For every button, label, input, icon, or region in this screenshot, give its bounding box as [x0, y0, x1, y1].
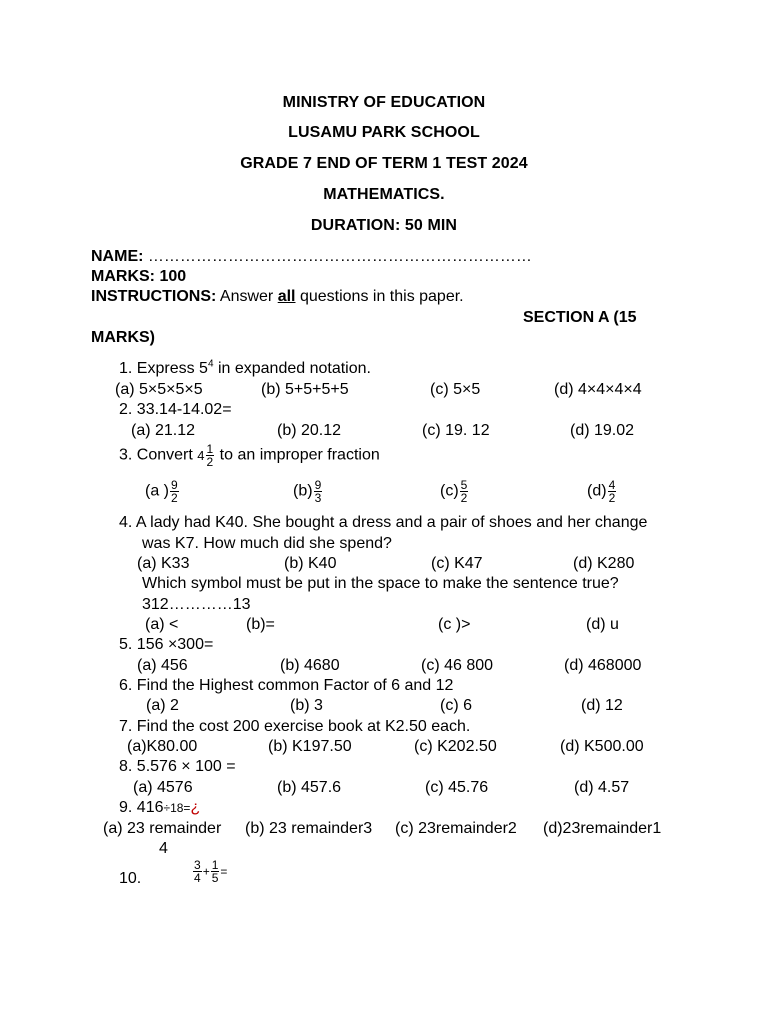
option-c: (c) K47 [431, 555, 483, 572]
numerator: 9 [171, 478, 178, 492]
option-a: (a) K33 [137, 555, 190, 572]
question-number: 9. [119, 799, 133, 816]
question-number: 4. [119, 514, 133, 531]
option-a: (a) 2 [146, 697, 179, 714]
question-text: 5.576 × 100 = [136, 758, 236, 775]
denominator: 4 [194, 871, 201, 885]
instructions-line [91, 288, 464, 306]
denominator: 5 [211, 871, 219, 885]
fraction [314, 479, 323, 504]
option-c [440, 479, 469, 504]
question-4 [119, 514, 647, 532]
mixed-number-whole: 4 [197, 448, 205, 463]
option-d: (d) K500.00 [560, 738, 644, 755]
option-b: (b) 457.6 [277, 779, 342, 796]
option-a-cont: 4 [159, 840, 168, 857]
numerator: 4 [608, 478, 616, 492]
option-label: (c) [440, 482, 459, 500]
option-b: (b) 5+5+5+5 [261, 381, 349, 398]
option-a: (a) 23 remainder [103, 820, 222, 837]
question-1 [119, 360, 371, 378]
fraction [193, 859, 202, 884]
option-a: (a) 4576 [133, 779, 193, 796]
question-symbol: Which symbol must be put in the space to make the sentence true? [142, 575, 619, 592]
option-c: (c) 45.76 [425, 779, 489, 796]
question-number: 2. [119, 401, 133, 418]
option-a: (a) 5×5×5×5 [115, 381, 203, 398]
option-d: (d) 19.02 [570, 422, 635, 439]
instructions-label: INSTRUCTIONS: [91, 288, 217, 305]
option-b: (b) 4680 [280, 657, 340, 674]
option-b: (b) K197.50 [268, 738, 352, 755]
question-number: 3. [119, 446, 133, 464]
marks-line: MARKS: 100 [91, 268, 187, 285]
denominator: 2 [206, 455, 214, 469]
question-text: 156 ×300= [136, 636, 214, 653]
name-line [91, 248, 532, 266]
question-number: 1. [119, 360, 133, 377]
question-mark-glyph: ¿ [190, 799, 201, 816]
option-a: (a) < [145, 616, 179, 633]
denominator: 3 [314, 491, 322, 505]
option-b: (b) K40 [284, 555, 337, 572]
question-3 [119, 443, 380, 468]
question-text: Convert [136, 446, 193, 464]
equals-sign: = [220, 864, 228, 879]
option-a [145, 479, 180, 504]
question-text: 33.14-14.02= [136, 401, 232, 418]
option-c: (c) 5×5 [430, 381, 481, 398]
option-d: (d) u [586, 616, 619, 633]
name-dots: ……………………………………………………………… [147, 248, 532, 265]
option-d: (d) K280 [573, 555, 635, 572]
option-c: (c) 19. 12 [422, 422, 490, 439]
instructions-emphasis: all [277, 288, 296, 305]
numerator: 5 [460, 478, 468, 492]
option-label: (d) [587, 482, 607, 500]
question-10-expression [192, 859, 227, 884]
instructions-post: questions in this paper. [299, 288, 464, 305]
name-label: NAME: [91, 248, 144, 265]
question-text: Express 5 [136, 360, 208, 377]
question-10 [119, 870, 141, 888]
question-number: 8. [119, 758, 133, 775]
school-name: LUSAMU PARK SCHOOL [288, 124, 480, 141]
question-text: Find the Highest common Factor of 6 and 12 [136, 677, 454, 694]
instructions-pre: Answer [219, 288, 274, 305]
question-number: 6. [119, 677, 133, 694]
option-b: (b) 23 remainder3 [245, 820, 373, 837]
option-c: (c) K202.50 [414, 738, 497, 755]
denominator: 2 [608, 491, 616, 505]
option-d: (d) 4.57 [574, 779, 630, 796]
question-8 [119, 758, 236, 776]
option-d: (d) 468000 [564, 657, 642, 674]
option-c: (c) 23remainder2 [395, 820, 517, 837]
option-label: (b) [293, 482, 313, 500]
duration: DURATION: 50 MIN [310, 217, 458, 234]
option-b: (b) 20.12 [277, 422, 342, 439]
test-title: GRADE 7 END OF TERM 1 TEST 2024 [240, 155, 528, 172]
question-2 [119, 401, 232, 419]
question-number: 5. [119, 636, 133, 653]
option-a: (a) 21.12 [131, 422, 196, 439]
question-4-cont: was K7. How much did she spend? [142, 535, 392, 552]
option-a: (a)K80.00 [127, 738, 198, 755]
exponent: 4 [207, 358, 214, 370]
option-d: (d)23remainder1 [543, 820, 662, 837]
option-d: (d) 4×4×4×4 [554, 381, 642, 398]
option-label: (a ) [145, 482, 169, 500]
question-text: A lady had K40. She bought a dress and a pair of shoes and her change [135, 514, 648, 531]
numerator: 1 [206, 442, 214, 456]
option-c: (c )> [438, 616, 471, 633]
question-math: ÷18= [163, 801, 191, 815]
question-number: 7. [119, 718, 133, 735]
option-b: (b)= [246, 616, 275, 633]
fraction [170, 479, 179, 504]
option-c: (c) 46 800 [421, 657, 494, 674]
subject-title: MATHEMATICS. [323, 186, 445, 203]
option-d: (d) 12 [581, 697, 623, 714]
numerator: 9 [314, 478, 322, 492]
question-text: Find the cost 200 exercise book at K2.50 each. [136, 718, 471, 735]
option-c: (c) 6 [440, 697, 472, 714]
question-number: 10. [119, 870, 142, 887]
fraction [460, 479, 469, 504]
numerator: 1 [211, 858, 219, 872]
option-a: (a) 456 [137, 657, 188, 674]
fraction [608, 479, 617, 504]
question-6 [119, 677, 453, 695]
option-b: (b) 3 [290, 697, 323, 714]
option-b [293, 479, 323, 504]
question-5 [119, 636, 213, 654]
numerator: 3 [194, 858, 201, 872]
fraction [211, 859, 220, 884]
question-text: 416 [136, 799, 164, 816]
question-9 [119, 799, 200, 817]
fraction [206, 443, 215, 468]
question-7 [119, 718, 470, 736]
denominator: 2 [460, 491, 468, 505]
question-text-cont: in expanded notation. [213, 360, 371, 377]
ministry-title: MINISTRY OF EDUCATION [282, 94, 486, 111]
denominator: 2 [171, 491, 178, 505]
section-a-heading: SECTION A (15 [523, 309, 637, 326]
plus-sign: + [202, 864, 210, 879]
question-symbol-cont: 312…………13 [142, 596, 251, 613]
question-text-cont: to an improper fraction [219, 446, 380, 464]
option-d [587, 479, 617, 504]
section-a-heading-cont: MARKS) [91, 329, 155, 346]
